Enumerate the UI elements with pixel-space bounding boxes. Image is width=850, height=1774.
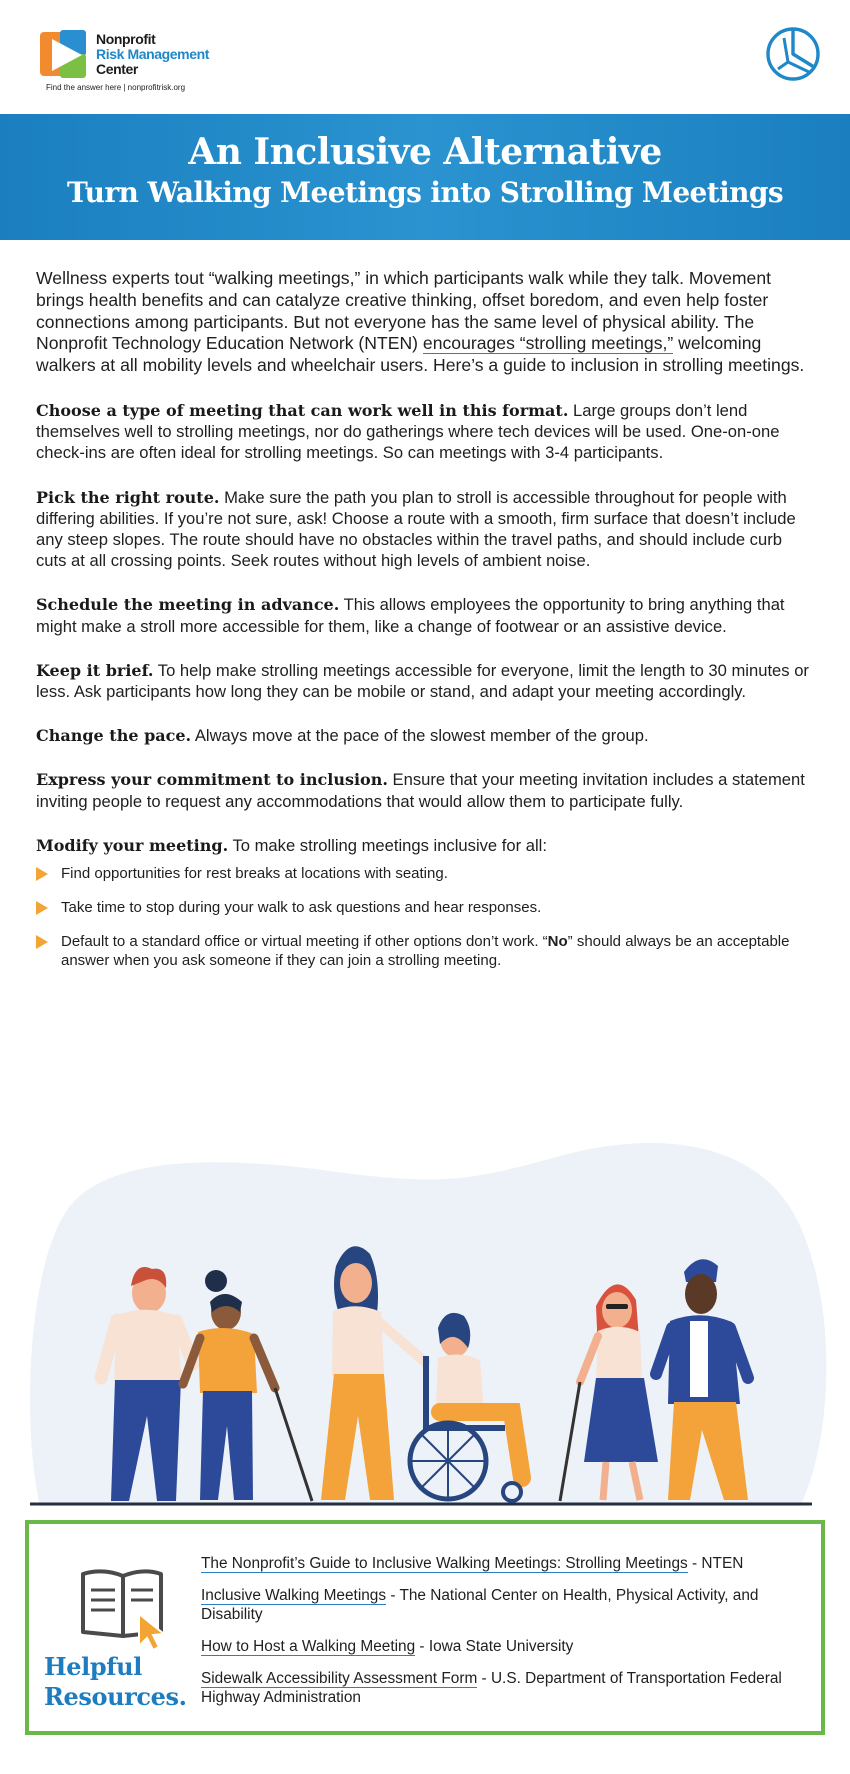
logo-line-3: Center <box>96 61 138 77</box>
list-item <box>36 864 816 883</box>
logo-play-icon <box>40 30 92 80</box>
resource-source: - NTEN <box>687 1555 744 1572</box>
resources-list <box>201 1554 801 1720</box>
tip-body: Always move at the pace of the slowest member of the group. <box>191 726 649 746</box>
resources-heading-line-1: Helpful <box>44 1652 142 1681</box>
resources-heading-line-2: Resources. <box>44 1682 187 1711</box>
tip-schedule <box>36 594 816 636</box>
bullet-text-pre: Default to a standard office or virtual meeting if other options don’t work. “ <box>61 933 548 951</box>
nten-encourages-link[interactable]: encourages “strolling meetings,” <box>422 333 674 354</box>
tip-heading: Choose a type of meeting that can work well in this format. <box>36 400 569 420</box>
helpful-resources-box <box>25 1520 825 1735</box>
modify-bullet-list <box>36 864 816 970</box>
resource-source: - Iowa State University <box>415 1638 574 1655</box>
resource-source: - The National Center on Health, Physical Activity, and Disability <box>201 1587 759 1623</box>
bullet-arrow-icon <box>36 935 48 949</box>
strolling-group-illustration <box>0 1116 850 1516</box>
intro-paragraph <box>36 268 816 377</box>
organization-logo[interactable] <box>40 30 280 100</box>
resource-item <box>201 1637 801 1656</box>
resource-link-nten[interactable]: The Nonprofit’s Guide to Inclusive Walking Meetings: Strolling Meetings <box>201 1555 688 1572</box>
tip-heading: Modify your meeting. <box>36 835 229 855</box>
tip-heading: Pick the right route. <box>36 487 220 507</box>
resource-item <box>201 1586 801 1624</box>
tip-body: To make strolling meetings inclusive for all: <box>228 835 547 855</box>
intro-text-1: Wellness experts tout “walking meetings,” in which participants walk while they talk. Movement brings health benefits and can catalyze creative thinking, offset boredom, and even help foster connections among participants. But not everyone has the same level of physical ability. The Nonprofit Technology Education Network (NTEN) <box>36 268 772 354</box>
article-body <box>36 268 816 985</box>
bullet-text-post: ” should always be an acceptable answer when you ask someone if they can join a strolling meeting. <box>61 933 790 970</box>
tip-route <box>36 487 816 572</box>
resource-source: - U.S. Department of Transportation Federal Highway Administration <box>201 1670 782 1706</box>
list-item <box>36 932 816 970</box>
intro-text-2: welcoming walkers at all mobility levels and wheelchair users. Here’s a guide to inclusion in strolling meetings. <box>36 333 805 376</box>
page-title: An Inclusive Alternative <box>188 131 662 173</box>
bullet-text: Take time to stop during your walk to ask questions and hear responses. <box>61 899 542 917</box>
tip-heading: Schedule the meeting in advance. <box>36 595 340 615</box>
bullet-emphasis: No <box>547 933 568 951</box>
bullet-arrow-icon <box>36 901 48 915</box>
bullet-arrow-icon <box>36 867 48 881</box>
resource-link-nchpad[interactable]: Inclusive Walking Meetings <box>201 1587 387 1604</box>
tip-body: This allows employees the opportunity to bring anything that might make a stroll more accessible for them, like a change of footwear or an assistive device. <box>36 595 785 636</box>
tip-pace <box>36 725 816 746</box>
open-book-icon <box>77 1560 177 1650</box>
tip-body: To help make strolling meetings accessible for everyone, limit the length to 30 minutes or less. Ask participants how long they can be mobile or stand, and adapt your meeting accordingly. <box>36 660 809 702</box>
resource-item <box>201 1669 801 1707</box>
bullet-text: Find opportunities for rest breaks at locations with seating. <box>61 865 448 883</box>
tip-heading: Keep it brief. <box>36 660 154 680</box>
tip-commitment <box>36 769 816 811</box>
logo-line-2: Risk Management <box>96 46 210 62</box>
tip-heading: Express your commitment to inclusion. <box>36 770 388 790</box>
list-item <box>36 898 816 917</box>
resource-link-dot[interactable]: Sidewalk Accessibility Assessment Form <box>201 1670 478 1687</box>
logo-line-1: Nonprofit <box>96 31 156 47</box>
logo-tagline: Find the answer here | nonprofitrisk.org <box>46 83 186 92</box>
tip-heading: Change the pace. <box>36 726 192 746</box>
resource-link-iowa-state[interactable]: How to Host a Walking Meeting <box>201 1638 416 1655</box>
tip-meeting-type <box>36 400 816 464</box>
tip-brief <box>36 660 816 702</box>
tip-modify <box>36 835 816 856</box>
pie-chart-icon <box>764 25 824 83</box>
resource-item <box>201 1554 801 1573</box>
resources-heading <box>44 1652 187 1712</box>
tip-body: Ensure that your meeting invitation includes a statement inviting people to request any accommodations that would allow them to participate fully. <box>36 770 805 811</box>
tip-body: Large groups don’t lend themselves well to strolling meetings, nor do gatherings where tech devices will be used. One-on-one check-ins are often ideal for strolling meetings. So can meetings with 3-4 participants. <box>36 400 780 463</box>
title-banner <box>0 114 850 240</box>
page-header <box>0 0 850 112</box>
page-subtitle: Turn Walking Meetings into Strolling Meetings <box>66 176 784 209</box>
tip-body: Make sure the path you plan to stroll is accessible throughout for people with differing abilities. If you’re not sure, ask! Choose a route with a smooth, firm surface that doesn’t include any steep slopes. The route should have no obstacles within the travel paths, and should include curb cuts at all crossing points. Seek routes without high levels of ambient noise. <box>36 487 796 571</box>
logo-wordmark <box>96 32 209 77</box>
